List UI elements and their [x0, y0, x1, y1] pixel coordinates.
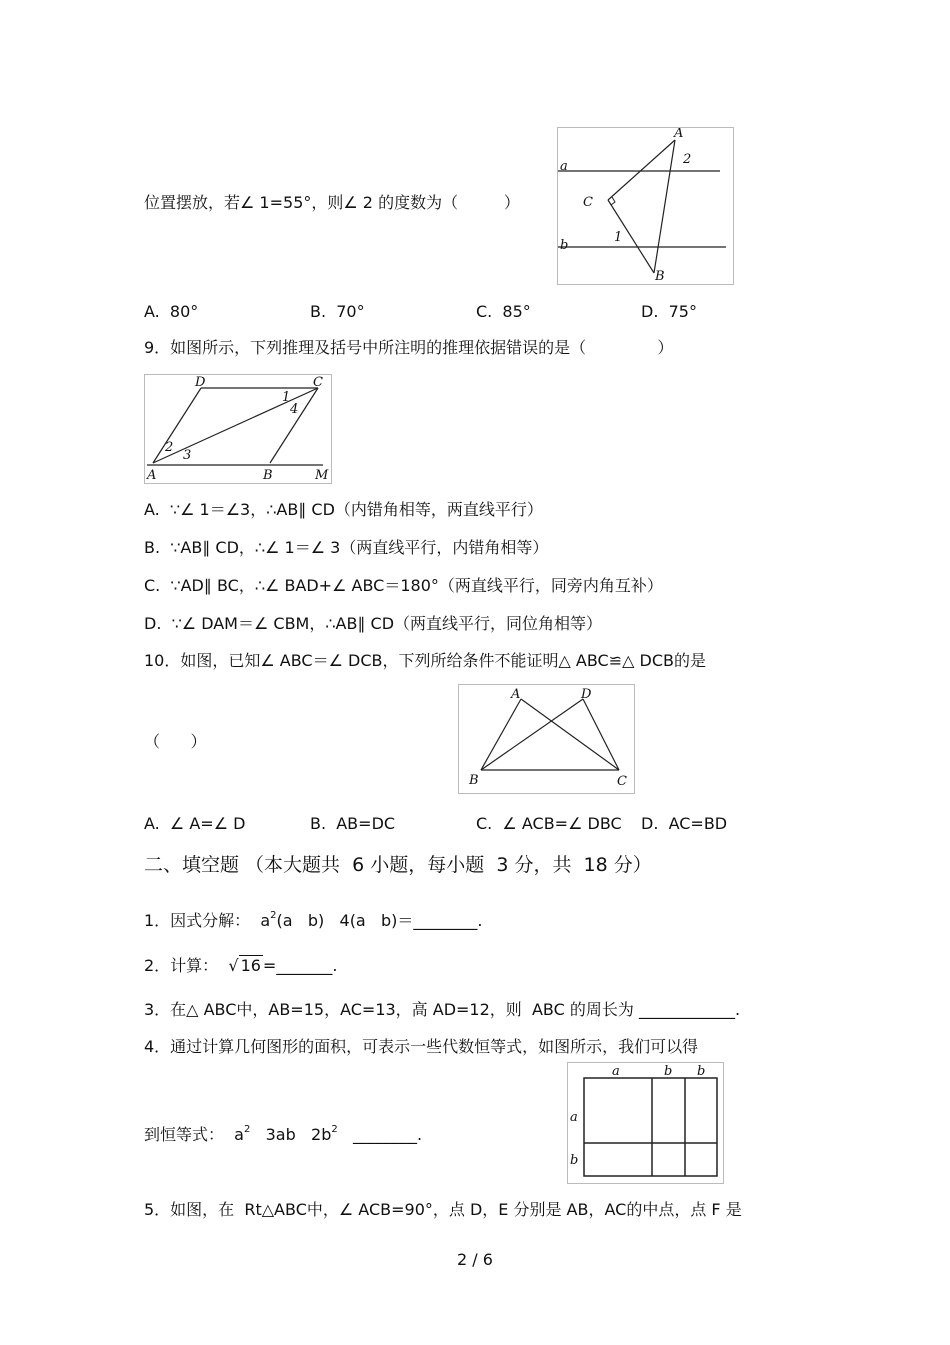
q8-figure [557, 127, 734, 285]
q10-figure [458, 684, 635, 794]
q4-label-top-b1: b [664, 1064, 673, 1079]
q10-label-C: C [617, 774, 627, 789]
q8-label-b: b [560, 238, 569, 253]
fill-3: 3．在△ ABC中，AB=15，AC=13，高 AD=12，则 ABC 的周长为 ____________. [144, 1000, 741, 1019]
q9-label-C: C [313, 375, 323, 390]
fill-4-prefix: 到恒等式： a [144, 1125, 244, 1144]
q9-label-2: 2 [165, 440, 174, 455]
q8-label-C: C [583, 195, 593, 210]
q10-answer-paren: （ ） [144, 732, 207, 751]
q8-label-a: a [560, 159, 568, 174]
sqrt-symbol: √ 16 [228, 956, 261, 975]
q8-option-d: D. 75° [641, 302, 697, 321]
q9-label-D: D [195, 375, 206, 390]
q10-option-a: A. ∠ A=∠ D [144, 814, 246, 833]
q8-label-1: 1 [614, 230, 623, 245]
q8-option-c: C. 85° [476, 302, 531, 321]
fill-4-line2 [144, 1120, 422, 1145]
fill-4-suffix: ________. [337, 1125, 423, 1144]
page-number: 2 / 6 [457, 1250, 493, 1269]
q9-label-M: M [315, 468, 329, 483]
fill-2-prefix: 2．计算： [144, 956, 229, 975]
q4-label-top-a: a [612, 1064, 620, 1079]
fill-2 [144, 956, 337, 976]
q10-option-b: B. AB=DC [310, 814, 396, 833]
fill-4-line1: 4．通过计算几何图形的面积，可表示一些代数恒等式，如图所示，我们可以得 [144, 1037, 699, 1056]
fill-4-exp-b: 2 [331, 1124, 338, 1135]
q10-label-A: A [511, 687, 521, 702]
q9-label-A: A [147, 468, 157, 483]
fill-2-radicand: 16 [240, 956, 261, 975]
q9-figure [144, 374, 332, 484]
q8-label-A: A [674, 128, 684, 141]
fill-4-exp-a: 2 [243, 1124, 251, 1135]
q8-stem: 位置摆放，若∠ 1=55°，则∠ 2 的度数为（ ） [144, 193, 520, 212]
q10-option-d: D. AC=BD [641, 814, 728, 833]
section-heading: 二、填空题 （本大题共 6 小题，每小题 3 分，共 18 分） [144, 854, 652, 876]
fill-1-exponent: 2 [270, 910, 277, 921]
fill-5: 5．如图，在 Rt△ABC中，∠ ACB=90°，点 D，E 分别是 AB，AC的中点，点 F 是 [144, 1200, 742, 1219]
fill-1-prefix: 1．因式分解： a [144, 911, 271, 930]
q4-label-left-a: a [570, 1110, 578, 1125]
q10-label-B: B [469, 773, 479, 788]
q8-option-b: B. 70° [310, 302, 365, 321]
fill-1 [144, 906, 482, 931]
q9-option-b: B. ∵AB∥ CD，∴∠ 1＝∠ 3（两直线平行，内错角相等） [144, 538, 549, 557]
q8-label-2: 2 [683, 152, 692, 167]
fill-4-mid: 3ab 2b [250, 1125, 332, 1144]
fill-1-suffix: (a b) 4(a b)＝________. [276, 911, 483, 930]
q10-stem: 10．如图，已知∠ ABC＝∠ DCB，下列所给条件不能证明△ ABC≌△ DCB的是 [144, 651, 706, 670]
q9-label-1: 1 [282, 390, 291, 405]
q4-label-top-b2: b [697, 1064, 706, 1079]
fill-2-suffix: =_______. [262, 956, 338, 975]
q9-label-3: 3 [183, 448, 192, 463]
q4-label-left-b: b [570, 1153, 579, 1168]
q8-option-a: A. 80° [144, 302, 199, 321]
q10-option-c: C. ∠ ACB=∠ DBC [476, 814, 622, 833]
q9-option-c: C. ∵AD∥ BC，∴∠ BAD+∠ ABC＝180°（两直线平行，同旁内角互补） [144, 576, 663, 595]
q9-option-d: D. ∵∠ DAM＝∠ CBM，∴AB∥ CD（两直线平行，同位角相等） [144, 614, 603, 633]
q4-area-figure [567, 1062, 724, 1184]
q9-label-4: 4 [290, 402, 299, 417]
q9-label-B: B [263, 468, 273, 483]
q9-option-a: A. ∵∠ 1＝∠3，∴AB∥ CD（内错角相等，两直线平行） [144, 500, 543, 519]
q10-label-D: D [581, 687, 592, 702]
q8-label-B: B [655, 269, 665, 284]
q9-stem: 9．如图所示，下列推理及括号中所注明的推理依据错误的是（ ） [144, 338, 674, 357]
